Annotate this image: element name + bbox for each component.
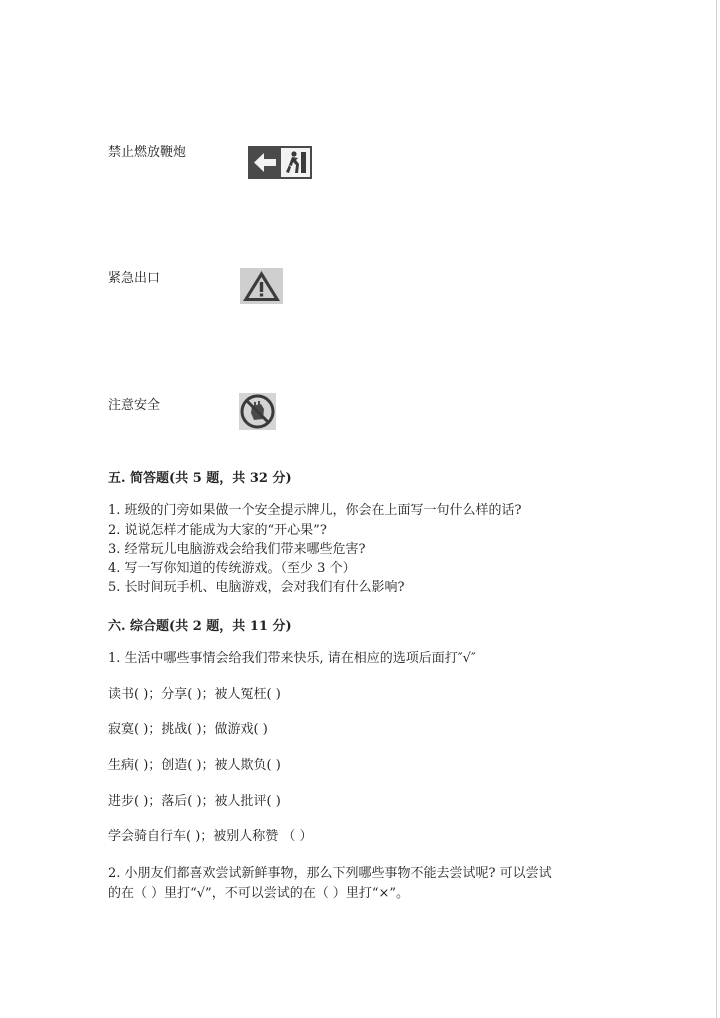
section6-question-1: 1. 生活中哪些事情会给我们带来快乐, 请在相应的选项后面打″√″	[108, 651, 476, 666]
section5-question-1: 1. 班级的门旁如果做一个安全提示牌儿，你会在上面写一句什么样的话?	[108, 503, 522, 518]
option-row-5: 学会骑自行车( )；被别人称赞 （ ）	[108, 829, 313, 844]
option-row-2: 寂寞( )；挑战( )；做游戏( )	[108, 722, 268, 737]
section5-question-4: 4. 写一写你知道的传统游戏。（至少 3 个）	[108, 561, 356, 576]
section5-question-2: 2. 说说怎样才能成为大家的“开心果”?	[108, 523, 327, 538]
section5-title: 五. 简答题(共 5 题，共 32 分)	[108, 471, 292, 486]
section6-title: 六. 综合题(共 2 题，共 11 分)	[108, 619, 292, 634]
emergency-exit-sign-icon	[248, 146, 312, 183]
page-edge	[716, 0, 717, 1018]
warning-triangle-sign-icon	[240, 268, 283, 308]
match-label-2: 紧急出口	[108, 271, 161, 286]
option-row-4: 进步( )；落后( )；被人批评( )	[108, 794, 281, 809]
section5-question-3: 3. 经常玩儿电脑游戏会给我们带来哪些危害?	[108, 542, 366, 557]
section6-question-2-line1: 2. 小朋友们都喜欢尝试新鲜事物，那么下列哪些事物不能去尝试呢? 可以尝试	[108, 866, 552, 881]
option-row-1: 读书( )；分享( )；被人冤枉( )	[108, 687, 281, 702]
no-firecrackers-sign-icon	[239, 393, 276, 434]
section5-question-5: 5. 长时间玩手机、电脑游戏，会对我们有什么影响?	[108, 580, 405, 595]
match-label-3: 注意安全	[108, 398, 161, 413]
match-label-1: 禁止燃放鞭炮	[108, 145, 187, 160]
section6-question-2-line2: 的在（ ）里打“√”，不可以尝试的在（ ）里打“×”。	[108, 886, 410, 901]
option-row-3: 生病( )；创造( )；被人欺负( )	[108, 758, 281, 773]
